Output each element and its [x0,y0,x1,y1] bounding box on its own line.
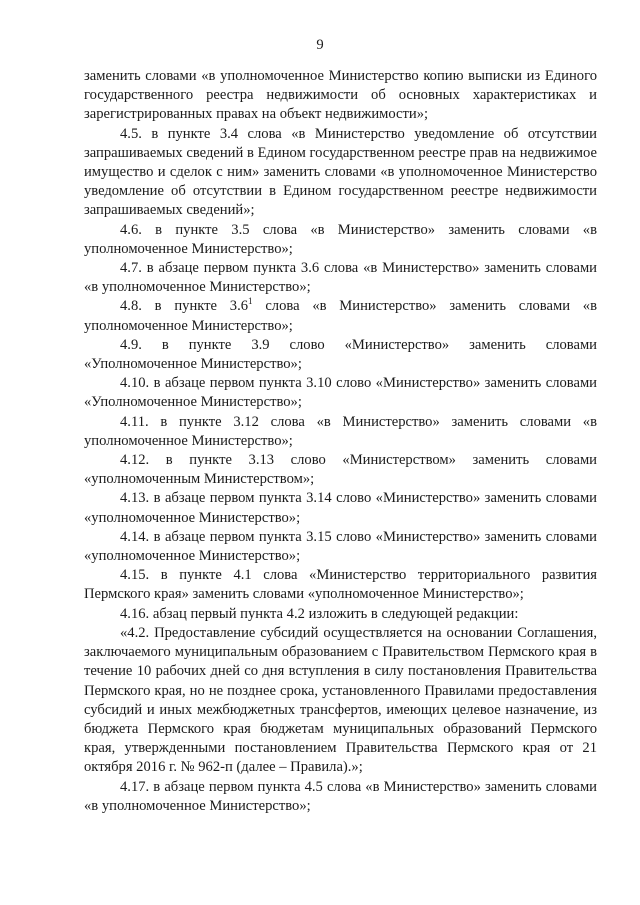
paragraph-quoted-4-2: «4.2. Предоставление субсидий осуществляется на основании Соглашения, заключаемого муниципальным образованием с Правительством Пермского края в течение 10 рабочих дней со дня вступления в силу постановления Правительства Пермского края, но не позднее срока, установленного Правилами предоставления субсидий и иных межбюджетных трансфертов, имеющих целевое назначение, из бюджета Пермского края бюджетам муниципальных образований Пермского края, утвержденными постановлением Правительства Пермского края от 21 октября 2016 г. № 962-п (далее – Правила).»; [84,624,597,776]
paragraph-4-15: 4.15. в пункте 4.1 слова «Министерство территориального развития Пермского края» заменить словами «уполномоченное Министерство»; [84,567,597,603]
paragraph-4-10: 4.10. в абзаце первом пункта 3.10 слово «Министерство» заменить словами «Уполномоченное Министерство»; [84,375,597,411]
paragraph-4-5: 4.5. в пункте 3.4 слова «в Министерство уведомление об отсутствии запрашиваемых сведений в Едином государственном реестре прав на недвижимое имущество и сделок с ним» заменить словами «в уполномоченное Министерство уведомление об отсутствии в Едином государственном реестре недвижимости запрашиваемых сведений»; [84,125,597,219]
page-number: 9 [316,37,324,53]
paragraph-4-8 [84,297,597,335]
paragraph-4-7: 4.7. в абзаце первом пункта 3.6 слова «в Министерство» заменить словами «в уполномоченное Министерство»; [84,260,597,296]
paragraph-4-9: 4.9. в пункте 3.9 слово «Министерство» заменить словами «Уполномоченное Министерство»; [84,336,597,373]
paragraph-4-6: 4.6. в пункте 3.5 слова «в Министерство» заменить словами «в уполномоченное Министерство»; [84,221,597,257]
paragraph-4-8-end: слова «в Министерство» заменить словами «в уполномоченное Министерство»; [84,298,597,334]
superscript-1: 1 [248,296,253,307]
document-body [84,67,597,816]
paragraph-continuation: заменить словами «в уполномоченное Министерство копию выписки из Единого государственного реестра недвижимости об основных характеристиках и зарегистрированных правах на объект недвижимости»; [84,68,597,123]
paragraph-4-16: 4.16. абзац первый пункта 4.2 изложить в следующей редакции: [120,605,519,622]
paragraph-4-12: 4.12. в пункте 3.13 слово «Министерством» заменить словами «уполномоченным Министерством»; [84,452,597,488]
paragraph-4-14: 4.14. в абзаце первом пункта 3.15 слово «Министерство» заменить словами «уполномоченное Министерство»; [84,528,597,565]
paragraph-4-11: 4.11. в пункте 3.12 слова «в Министерство» заменить словами «в уполномоченное Министерство»; [84,413,597,449]
paragraph-4-17: 4.17. в абзаце первом пункта 4.5 слова «в Министерство» заменить словами «в уполномоченное Министерство»; [84,778,597,814]
paragraph-4-13: 4.13. в абзаце первом пункта 3.14 слово «Министерство» заменить словами «уполномоченное Министерство»; [84,490,597,526]
paragraph-4-8-start: 4.8. в пункте 3.6 [120,298,249,315]
